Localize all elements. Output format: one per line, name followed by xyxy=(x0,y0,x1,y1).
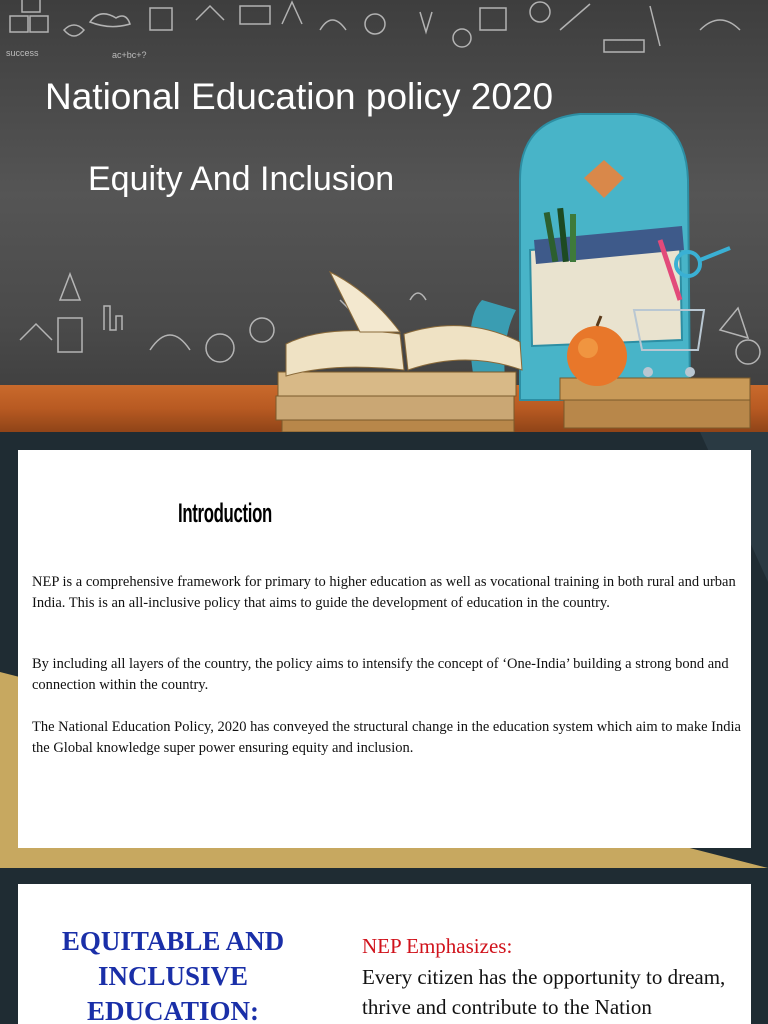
svg-text:success: success xyxy=(6,48,39,58)
equity-card xyxy=(18,884,751,1024)
introduction-slide xyxy=(0,432,768,868)
emphasis-body xyxy=(362,962,768,1022)
presentation-subtitle: Equity And Inclusion xyxy=(88,160,395,198)
intro-paragraph-3: The National Education Policy, 2020 has conveyed the structural change in the education system which aim to make India the Global knowledge super power ensuring equity and inclusion. xyxy=(32,719,741,756)
emphasis-line-1: Every citizen has the opportunity to dream, xyxy=(362,965,726,989)
title-slide xyxy=(0,0,768,432)
presentation-title: National Education policy 2020 xyxy=(45,76,554,117)
nep-emphasizes-label: NEP Emphasizes: xyxy=(362,934,513,958)
intro-paragraph-1: NEP is a comprehensive framework for primary to higher education as well as vocational training in both rural and urban India. This is an all-inclusive policy that aims to guide the development of education in the country. xyxy=(32,574,736,611)
svg-text:ac+bc+?: ac+bc+? xyxy=(112,50,147,60)
intro-paragraph-2: By including all layers of the country, the policy aims to intensify the concept of ‘One-India’ building a strong bond and connection within the country. xyxy=(32,656,729,693)
school-supplies-illustration xyxy=(0,0,768,432)
equity-slide xyxy=(0,868,768,1024)
introduction-card xyxy=(18,450,751,848)
equitable-education-heading: EQUITABLE AND INCLUSIVE EDUCATION: xyxy=(61,926,285,1024)
emphasis-line-2: thrive and contribute to the Nation xyxy=(362,995,652,1019)
introduction-heading: Introduction xyxy=(178,498,272,528)
